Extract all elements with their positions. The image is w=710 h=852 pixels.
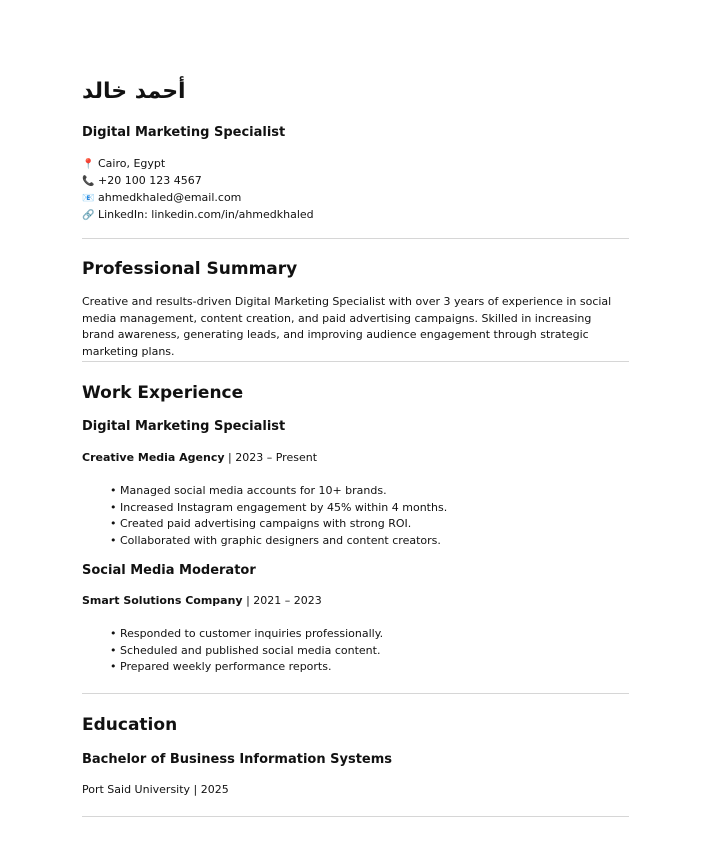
summary-text: Creative and results-driven Digital Marketing Specialist with over 3 years of experience in social media management, content creation, and paid advertising campaigns. Skilled in increasing brand awareness, generating leads, and improving audience engagement through strategic marketing plans. [82, 295, 612, 358]
list-item: • Prepared weekly performance reports. [110, 659, 383, 676]
job-company: Smart Solutions Company [82, 594, 243, 607]
contact-linkedin [82, 207, 314, 224]
contact-email [82, 190, 314, 207]
list-item: • Collaborated with graphic designers and content creators. [110, 533, 447, 550]
job-dates: | 2023 – Present [224, 451, 318, 464]
email-icon: 📧 [82, 193, 95, 204]
divider [82, 238, 629, 239]
map-pin-icon: 📍 [82, 159, 95, 170]
link-icon: 🔗 [82, 210, 95, 221]
divider [82, 361, 629, 362]
list-item: • Scheduled and published social media content. [110, 643, 383, 660]
list-item: • Created paid advertising campaigns with strong ROI. [110, 516, 447, 533]
job-bullets [110, 626, 383, 676]
education-heading: Education [82, 715, 178, 735]
contact-list [82, 156, 314, 224]
contact-email-text: ahmedkhaled@email.com [98, 191, 242, 204]
contact-phone-text: +20 100 123 4567 [98, 174, 202, 187]
job-role-title: Social Media Moderator [82, 563, 256, 578]
candidate-title: Digital Marketing Specialist [82, 125, 286, 140]
divider [82, 693, 629, 694]
list-item: • Increased Instagram engagement by 45% within 4 months. [110, 500, 447, 517]
contact-linkedin-text: LinkedIn: linkedin.com/in/ahmedkhaled [98, 208, 314, 221]
job-bullets [110, 483, 447, 549]
contact-phone [82, 173, 314, 190]
list-item: • Managed social media accounts for 10+ brands. [110, 483, 447, 500]
summary-heading: Professional Summary [82, 259, 298, 279]
job-role-title: Digital Marketing Specialist [82, 419, 286, 434]
job-company-line [82, 450, 317, 466]
job-dates: | 2021 – 2023 [242, 594, 322, 607]
candidate-name: أحمد خالد [82, 79, 186, 104]
contact-location-text: Cairo, Egypt [98, 157, 166, 170]
contact-location [82, 156, 314, 173]
divider [82, 816, 629, 817]
experience-heading: Work Experience [82, 383, 244, 403]
education-degree: Bachelor of Business Information Systems [82, 752, 393, 767]
job-company: Creative Media Agency [82, 451, 225, 464]
job-company-line [82, 593, 322, 609]
list-item: • Responded to customer inquiries professionally. [110, 626, 383, 643]
education-meta: Port Said University | 2025 [82, 783, 229, 796]
phone-icon: 📞 [82, 176, 95, 187]
